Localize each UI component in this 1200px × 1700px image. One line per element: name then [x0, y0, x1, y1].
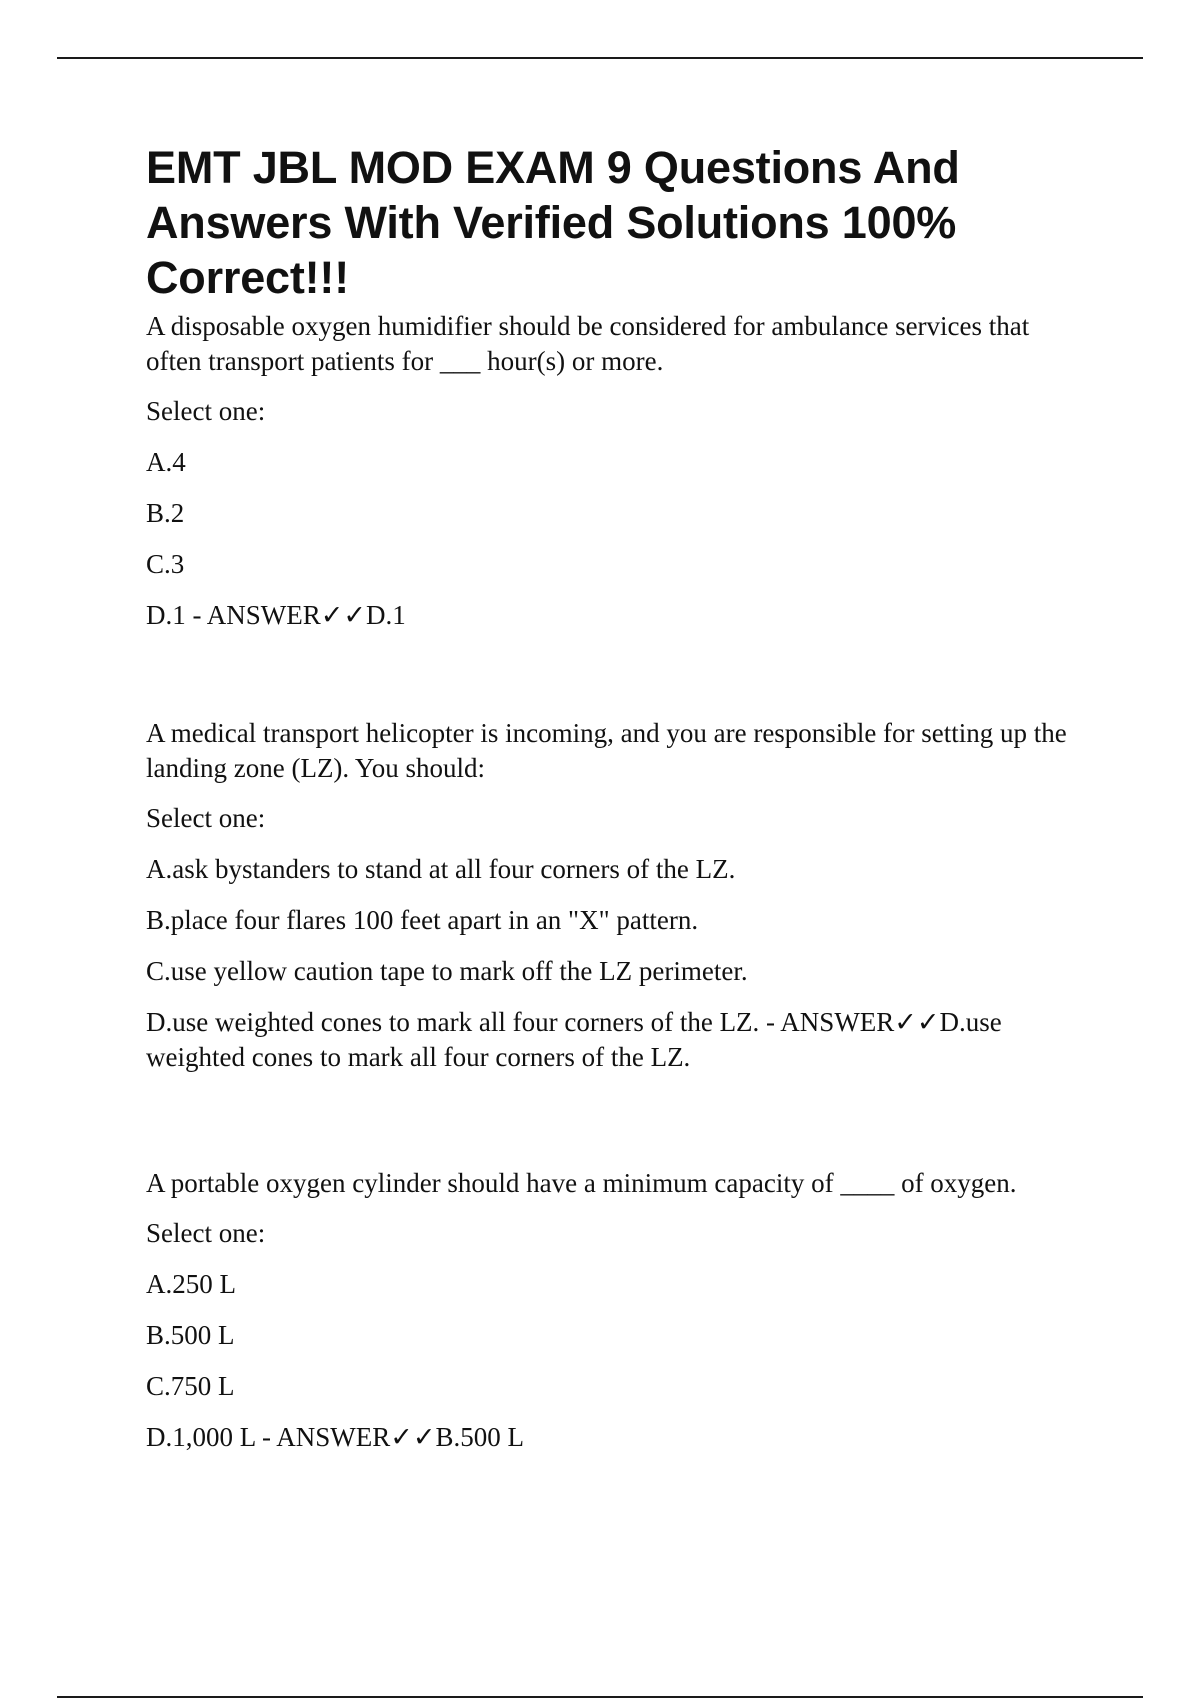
option-d-with-answer: D.1 - ANSWER✓✓D.1: [146, 600, 406, 630]
document-title: EMT JBL MOD EXAM 9 Questions And Answers With Verified Solutions 100% Correct!!!: [146, 142, 960, 303]
top-rule: [57, 57, 1143, 59]
option-b: B.place four flares 100 feet apart in an "X" pattern.: [146, 905, 699, 935]
question-text: A medical transport helicopter is incoming, and you are responsible for setting up the landing zone (LZ). You should:: [146, 718, 1067, 783]
question-3: [146, 1166, 1086, 1455]
question-text: A portable oxygen cylinder should have a minimum capacity of ____ of oxygen.: [146, 1168, 1017, 1198]
option-a: A.ask bystanders to stand at all four corners of the LZ.: [146, 854, 736, 884]
option-b: B.500 L: [146, 1320, 235, 1350]
select-label: Select one:: [146, 1218, 266, 1248]
question-text: A disposable oxygen humidifier should be considered for ambulance services that often transport patients for ___ hour(s) or more.: [146, 311, 1030, 376]
option-a: A.4: [146, 447, 186, 477]
option-c: C.750 L: [146, 1371, 235, 1401]
select-label: Select one:: [146, 803, 266, 833]
option-c: C.3: [146, 549, 185, 579]
option-d-with-answer: D.use weighted cones to mark all four corners of the LZ. - ANSWER✓✓D.use weighted cones to mark all four corners of the LZ.: [146, 1007, 1002, 1072]
bottom-rule: [57, 1696, 1143, 1698]
question-2: [146, 716, 1086, 1075]
question-1: [146, 309, 1086, 633]
option-b: B.2: [146, 498, 185, 528]
option-a: A.250 L: [146, 1269, 236, 1299]
option-d-with-answer: D.1,000 L - ANSWER✓✓B.500 L: [146, 1422, 524, 1452]
option-c: C.use yellow caution tape to mark off the LZ perimeter.: [146, 956, 748, 986]
document-body: [146, 140, 1086, 1455]
select-label: Select one:: [146, 396, 266, 426]
